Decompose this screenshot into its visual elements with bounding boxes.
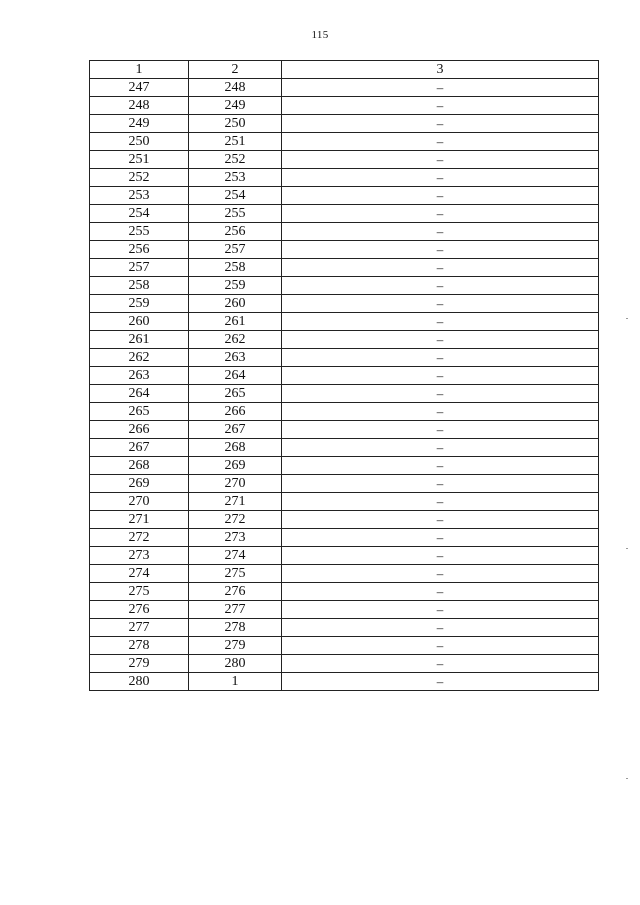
table-cell-col3: – bbox=[282, 97, 599, 115]
table-cell-col2: 279 bbox=[189, 637, 282, 655]
table-cell-col1: 279 bbox=[90, 655, 189, 673]
table-row bbox=[90, 115, 599, 133]
table-cell-col3: – bbox=[282, 277, 599, 295]
table-row bbox=[90, 637, 599, 655]
table-cell-col3: – bbox=[282, 421, 599, 439]
table-row bbox=[90, 493, 599, 511]
table-cell-col3: – bbox=[282, 601, 599, 619]
table-row bbox=[90, 583, 599, 601]
table-row bbox=[90, 565, 599, 583]
table-header-row bbox=[90, 61, 599, 79]
table-cell-col1: 250 bbox=[90, 133, 189, 151]
table-cell-col3: – bbox=[282, 583, 599, 601]
table-cell-col3: – bbox=[282, 331, 599, 349]
table-cell-col2: 248 bbox=[189, 79, 282, 97]
table-cell-col3: – bbox=[282, 169, 599, 187]
table-cell-col2: 259 bbox=[189, 277, 282, 295]
table-cell-col1: 257 bbox=[90, 259, 189, 277]
table-row bbox=[90, 133, 599, 151]
table-row bbox=[90, 421, 599, 439]
table-cell-col2: 264 bbox=[189, 367, 282, 385]
table-cell-col3: – bbox=[282, 403, 599, 421]
column-header-2: 2 bbox=[189, 61, 282, 79]
table-cell-col1: 275 bbox=[90, 583, 189, 601]
table-cell-col3: – bbox=[282, 619, 599, 637]
table-cell-col1: 266 bbox=[90, 421, 189, 439]
table-cell-col1: 277 bbox=[90, 619, 189, 637]
table-cell-col2: 262 bbox=[189, 331, 282, 349]
table-cell-col3: – bbox=[282, 259, 599, 277]
table-cell-col3: – bbox=[282, 133, 599, 151]
table-cell-col3: – bbox=[282, 79, 599, 97]
table-cell-col2: 256 bbox=[189, 223, 282, 241]
table-cell-col2: 270 bbox=[189, 475, 282, 493]
table-row bbox=[90, 511, 599, 529]
table-row bbox=[90, 601, 599, 619]
table-cell-col2: 265 bbox=[189, 385, 282, 403]
table-cell-col2: 1 bbox=[189, 673, 282, 691]
scan-speck bbox=[626, 318, 628, 319]
table-cell-col1: 271 bbox=[90, 511, 189, 529]
table-cell-col3: – bbox=[282, 205, 599, 223]
table-cell-col1: 280 bbox=[90, 673, 189, 691]
table-cell-col1: 274 bbox=[90, 565, 189, 583]
table-cell-col2: 260 bbox=[189, 295, 282, 313]
table-cell-col2: 263 bbox=[189, 349, 282, 367]
table-cell-col1: 255 bbox=[90, 223, 189, 241]
table-row bbox=[90, 277, 599, 295]
table-cell-col2: 253 bbox=[189, 169, 282, 187]
page-number: 115 bbox=[311, 29, 329, 41]
table-cell-col3: – bbox=[282, 529, 599, 547]
table-cell-col1: 264 bbox=[90, 385, 189, 403]
table-cell-col1: 259 bbox=[90, 295, 189, 313]
table-cell-col3: – bbox=[282, 673, 599, 691]
table-cell-col2: 268 bbox=[189, 439, 282, 457]
table-row bbox=[90, 151, 599, 169]
table-cell-col1: 252 bbox=[90, 169, 189, 187]
table-row bbox=[90, 187, 599, 205]
scan-speck bbox=[626, 548, 628, 549]
column-header-3: 3 bbox=[282, 61, 599, 79]
table-cell-col3: – bbox=[282, 367, 599, 385]
data-table bbox=[89, 60, 599, 691]
table-cell-col1: 260 bbox=[90, 313, 189, 331]
table-cell-col3: – bbox=[282, 295, 599, 313]
table-cell-col1: 268 bbox=[90, 457, 189, 475]
table-cell-col1: 261 bbox=[90, 331, 189, 349]
table-cell-col3: – bbox=[282, 439, 599, 457]
table-cell-col2: 273 bbox=[189, 529, 282, 547]
table-cell-col1: 251 bbox=[90, 151, 189, 169]
table-row bbox=[90, 439, 599, 457]
table-row bbox=[90, 97, 599, 115]
table-row bbox=[90, 223, 599, 241]
table-cell-col1: 265 bbox=[90, 403, 189, 421]
table-cell-col1: 273 bbox=[90, 547, 189, 565]
table-cell-col2: 275 bbox=[189, 565, 282, 583]
table-cell-col2: 258 bbox=[189, 259, 282, 277]
table-cell-col1: 278 bbox=[90, 637, 189, 655]
table-row bbox=[90, 475, 599, 493]
table-cell-col2: 252 bbox=[189, 151, 282, 169]
table-row bbox=[90, 529, 599, 547]
table-cell-col2: 255 bbox=[189, 205, 282, 223]
table-row bbox=[90, 457, 599, 475]
table-cell-col2: 254 bbox=[189, 187, 282, 205]
table-row bbox=[90, 367, 599, 385]
table-cell-col2: 277 bbox=[189, 601, 282, 619]
table-cell-col3: – bbox=[282, 457, 599, 475]
table-row bbox=[90, 169, 599, 187]
table-cell-col3: – bbox=[282, 385, 599, 403]
table-cell-col3: – bbox=[282, 655, 599, 673]
table-cell-col3: – bbox=[282, 565, 599, 583]
table-cell-col2: 271 bbox=[189, 493, 282, 511]
table-cell-col1: 247 bbox=[90, 79, 189, 97]
table-cell-col2: 267 bbox=[189, 421, 282, 439]
table-cell-col3: – bbox=[282, 547, 599, 565]
table-cell-col1: 269 bbox=[90, 475, 189, 493]
table-cell-col3: – bbox=[282, 637, 599, 655]
table-row bbox=[90, 259, 599, 277]
table-cell-col1: 262 bbox=[90, 349, 189, 367]
table-cell-col3: – bbox=[282, 115, 599, 133]
table-cell-col2: 266 bbox=[189, 403, 282, 421]
table-cell-col1: 249 bbox=[90, 115, 189, 133]
table-cell-col2: 249 bbox=[189, 97, 282, 115]
table-cell-col2: 276 bbox=[189, 583, 282, 601]
table-cell-col1: 256 bbox=[90, 241, 189, 259]
table-cell-col2: 280 bbox=[189, 655, 282, 673]
table-row bbox=[90, 241, 599, 259]
table-row bbox=[90, 295, 599, 313]
table-row bbox=[90, 385, 599, 403]
table-cell-col2: 269 bbox=[189, 457, 282, 475]
table-row bbox=[90, 331, 599, 349]
table-row bbox=[90, 313, 599, 331]
table-cell-col2: 278 bbox=[189, 619, 282, 637]
scan-speck bbox=[626, 778, 628, 779]
table-cell-col3: – bbox=[282, 241, 599, 259]
table-row bbox=[90, 547, 599, 565]
table-cell-col3: – bbox=[282, 511, 599, 529]
table-cell-col3: – bbox=[282, 475, 599, 493]
table-cell-col2: 257 bbox=[189, 241, 282, 259]
table-row bbox=[90, 79, 599, 97]
table-cell-col1: 270 bbox=[90, 493, 189, 511]
table-cell-col3: – bbox=[282, 313, 599, 331]
table-cell-col2: 274 bbox=[189, 547, 282, 565]
table-cell-col1: 254 bbox=[90, 205, 189, 223]
table-body bbox=[90, 79, 599, 691]
table-cell-col3: – bbox=[282, 151, 599, 169]
table-cell-col1: 248 bbox=[90, 97, 189, 115]
table-cell-col2: 250 bbox=[189, 115, 282, 133]
table-cell-col1: 258 bbox=[90, 277, 189, 295]
table-row bbox=[90, 205, 599, 223]
table-cell-col1: 253 bbox=[90, 187, 189, 205]
table-cell-col3: – bbox=[282, 493, 599, 511]
table-cell-col3: – bbox=[282, 223, 599, 241]
table-cell-col2: 251 bbox=[189, 133, 282, 151]
table-row bbox=[90, 655, 599, 673]
table-cell-col3: – bbox=[282, 349, 599, 367]
table-cell-col1: 263 bbox=[90, 367, 189, 385]
table-row bbox=[90, 673, 599, 691]
table-row bbox=[90, 349, 599, 367]
table-row bbox=[90, 619, 599, 637]
table-cell-col1: 267 bbox=[90, 439, 189, 457]
table-cell-col1: 276 bbox=[90, 601, 189, 619]
table-cell-col3: – bbox=[282, 187, 599, 205]
table-cell-col1: 272 bbox=[90, 529, 189, 547]
table-row bbox=[90, 403, 599, 421]
column-header-1: 1 bbox=[90, 61, 189, 79]
table-cell-col2: 272 bbox=[189, 511, 282, 529]
table-cell-col2: 261 bbox=[189, 313, 282, 331]
